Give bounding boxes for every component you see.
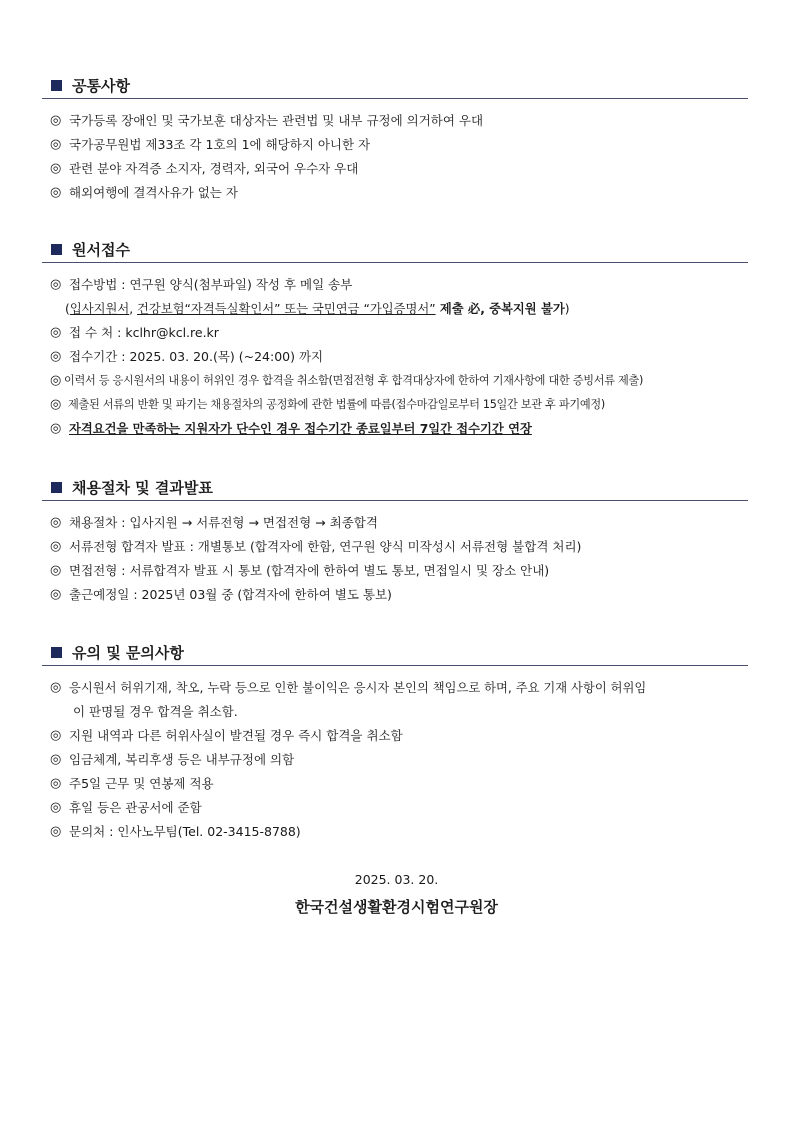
list-item-continuation: 이 판명될 경우 합격을 취소함.: [73, 704, 238, 719]
section-title: 공통사항: [72, 77, 130, 95]
list-item: ◎ 국가공무원법 제33조 각 1호의 1에 해당하지 아니한 자: [42, 133, 748, 157]
list-item: [42, 820, 748, 844]
double-circle-icon: ◎: [50, 728, 62, 743]
list-item: ◎ 접수기간 : 2025. 03. 20.(목) (~24:00) 까지: [42, 345, 748, 369]
list-item: [42, 321, 748, 345]
list-item: ◎ 주5일 근무 및 연봉제 적용: [42, 772, 748, 796]
document-date: 2025. 03. 20.: [354, 872, 439, 887]
double-circle-icon: ◎: [50, 185, 62, 200]
list-item: ◎ 지원 내역과 다른 허위사실이 발견될 경우 즉시 합격을 취소함: [42, 724, 748, 748]
double-circle-icon: ◎: [50, 161, 62, 176]
double-circle-icon: ◎: [50, 277, 62, 292]
double-circle-icon: ◎: [50, 515, 62, 530]
list-item: ◎ 국가등록 장애인 및 국가보훈 대상자는 관련법 및 내부 규정에 의거하여 우대: [42, 109, 748, 133]
section-application: [42, 238, 748, 441]
double-circle-icon: ◎: [50, 373, 62, 388]
double-circle-icon: ◎: [50, 680, 62, 695]
list-item: ◎ 해외여행에 결격사유가 없는 자: [42, 181, 748, 205]
double-circle-icon: ◎: [50, 563, 62, 578]
section-header: [42, 476, 748, 501]
section-header: [42, 238, 748, 263]
email-address: 접 수 처 : kclhr@kcl.re.kr: [69, 325, 219, 340]
list-item: ◎ 채용절차 : 입사지원 → 서류전형 → 면접전형 → 최종합격: [42, 511, 748, 535]
list-item: ◎ 이력서 등 응시원서의 내용이 허위인 경우 합격을 취소함(면접전형 후 합격대상자에 한하여 기재사항에 대한 증빙서류 제출): [42, 369, 748, 393]
section-procedure: [42, 476, 748, 607]
double-circle-icon: ◎: [50, 824, 62, 839]
list-item: ◎ 서류전형 합격자 발표 : 개별통보 (합격자에 한함, 연구원 양식 미작성시 서류전형 불합격 처리): [42, 535, 748, 559]
section-common: [42, 74, 748, 205]
section-notes: [42, 641, 748, 844]
section-title: 채용절차 및 결과발표: [72, 479, 213, 497]
list-item: ◎ 자격요건을 만족하는 지원자가 단수인 경우 접수기간 종료일부터 7일간 접수기간 연장: [42, 417, 748, 441]
list-item: ◎ 응시원서 허위기재, 착오, 누락 등으로 인한 불이익은 응시자 본인의 책임으로 하며, 주요 기재 사항이 허위임: [42, 676, 748, 700]
double-circle-icon: ◎: [50, 800, 62, 815]
double-circle-icon: ◎: [50, 752, 62, 767]
double-circle-icon: ◎: [50, 421, 62, 436]
list-item: ◎ 휴일 등은 관공서에 준함: [42, 796, 748, 820]
square-bullet-icon: [51, 80, 62, 91]
double-circle-icon: ◎: [50, 776, 62, 791]
section-title: 원서접수: [72, 241, 130, 259]
double-circle-icon: ◎: [50, 113, 62, 128]
square-bullet-icon: [51, 244, 62, 255]
issuer-signature: 한국건설생활환경시험연구원장: [295, 898, 498, 916]
section-header: [42, 74, 748, 99]
list-item: ◎ 관련 분야 자격증 소지자, 경력자, 외국어 우수자 우대: [42, 157, 748, 181]
double-circle-icon: ◎: [50, 349, 62, 364]
list-item: ◎ 출근예정일 : 2025년 03월 중 (합격자에 한하여 별도 통보): [42, 583, 748, 607]
list-item: ◎ 면접전형 : 서류합격자 발표 시 통보 (합격자에 한하여 별도 통보, 면접일시 및 장소 안내): [42, 559, 748, 583]
square-bullet-icon: [51, 482, 62, 493]
double-circle-icon: ◎: [50, 137, 62, 152]
required-documents: (입사지원서, 건강보험“자격득실확인서” 또는 국민연금 “가입증명서” 제출 必, 중복지원 불가): [65, 302, 570, 316]
list-item: ◎ 제출된 서류의 반환 및 파기는 채용절차의 공정화에 관한 법률에 따름(접수마감일로부터 15일간 보관 후 파기예정): [42, 393, 748, 417]
section-header: [42, 641, 748, 666]
section-title: 유의 및 문의사항: [72, 644, 184, 662]
double-circle-icon: ◎: [50, 397, 62, 412]
list-item: ◎ 접수방법 : 연구원 양식(첨부파일) 작성 후 메일 송부: [42, 273, 748, 297]
list-item: ◎ 임금체계, 복리후생 등은 내부규정에 의함: [42, 748, 748, 772]
square-bullet-icon: [51, 647, 62, 658]
double-circle-icon: ◎: [50, 587, 62, 602]
contact-info: 문의처 : 인사노무팀(Tel. 02-3415-8788): [69, 824, 301, 839]
double-circle-icon: ◎: [50, 539, 62, 554]
double-circle-icon: ◎: [50, 325, 62, 340]
